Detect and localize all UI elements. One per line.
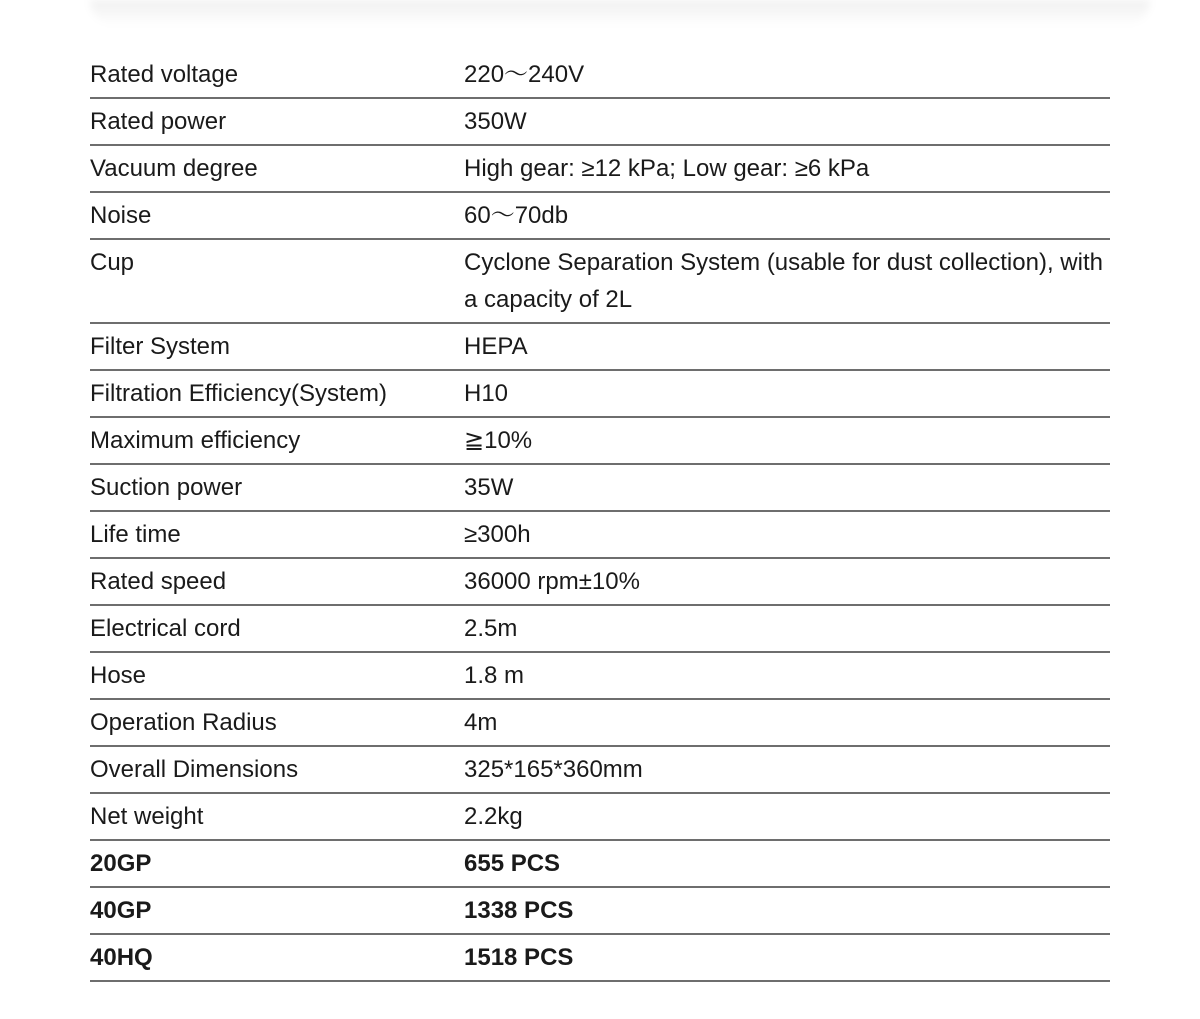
spec-label: Hose xyxy=(90,662,147,689)
spec-label: Operation Radius xyxy=(90,709,277,736)
spec-row-filtration-efficiency xyxy=(90,370,1110,417)
spec-value: 35W xyxy=(464,474,514,501)
spec-row-filter-system xyxy=(90,323,1110,370)
spec-row-40hq xyxy=(90,934,1110,981)
spec-row-20gp xyxy=(90,840,1110,887)
spec-label: Life time xyxy=(90,521,181,548)
spec-value: 1518 PCS xyxy=(464,944,574,971)
spec-label: Rated power xyxy=(90,108,227,135)
spec-row-life-time xyxy=(90,511,1110,558)
spec-value: 2.2kg xyxy=(464,803,523,830)
spec-label: Net weight xyxy=(90,803,204,830)
spec-label: Vacuum degree xyxy=(90,155,258,182)
spec-value: Cyclone Separation System (usable for dust collection), with a capacity of 2L xyxy=(464,249,1103,313)
spec-value: 350W xyxy=(464,108,527,135)
spec-row-overall-dimensions xyxy=(90,746,1110,793)
spec-row-cup xyxy=(90,239,1110,323)
spec-row-electrical-cord xyxy=(90,605,1110,652)
spec-row-operation-radius xyxy=(90,699,1110,746)
spec-value: ≥300h xyxy=(464,521,531,548)
spec-label: Maximum efficiency xyxy=(90,427,301,454)
spec-value: 220～240V xyxy=(464,61,585,88)
spec-value: 60～70db xyxy=(464,202,569,229)
spec-row-rated-power xyxy=(90,98,1110,145)
spec-value: ≧10% xyxy=(464,427,533,454)
spec-value: 36000 rpm±10% xyxy=(464,568,640,595)
spec-label: Cup xyxy=(90,249,135,276)
spec-label: 20GP xyxy=(90,850,152,877)
spec-label: Filtration Efficiency(System) xyxy=(90,380,387,407)
spec-value: 1.8 m xyxy=(464,662,525,689)
spec-value: 4m xyxy=(464,709,498,736)
spec-row-net-weight xyxy=(90,793,1110,840)
spec-row-40gp xyxy=(90,887,1110,934)
spec-value: H10 xyxy=(464,380,509,407)
spec-row-rated-speed xyxy=(90,558,1110,605)
spec-label: Electrical cord xyxy=(90,615,241,642)
spec-row-suction-power xyxy=(90,464,1110,511)
spec-row-maximum-efficiency xyxy=(90,417,1110,464)
spec-label: Suction power xyxy=(90,474,243,501)
spec-label: Filter System xyxy=(90,333,231,360)
spec-label: Noise xyxy=(90,202,152,229)
spec-row-rated-voltage xyxy=(90,52,1110,98)
spec-value: 1338 PCS xyxy=(464,897,574,924)
spec-label: Overall Dimensions xyxy=(90,756,299,783)
spec-row-vacuum-degree xyxy=(90,145,1110,192)
top-shadow xyxy=(90,0,1150,26)
spec-value: 325*165*360mm xyxy=(464,756,643,783)
spec-row-hose xyxy=(90,652,1110,699)
spec-row-noise xyxy=(90,192,1110,239)
spec-value: High gear: ≥12 kPa; Low gear: ≥6 kPa xyxy=(464,155,870,182)
spec-label: 40GP xyxy=(90,897,152,924)
spec-value: 655 PCS xyxy=(464,850,561,877)
spec-value: HEPA xyxy=(464,333,528,360)
spec-table xyxy=(90,52,1110,982)
spec-label: Rated speed xyxy=(90,568,227,595)
spec-label: Rated voltage xyxy=(90,61,239,88)
spec-label: 40HQ xyxy=(90,944,153,971)
spec-value: 2.5m xyxy=(464,615,518,642)
